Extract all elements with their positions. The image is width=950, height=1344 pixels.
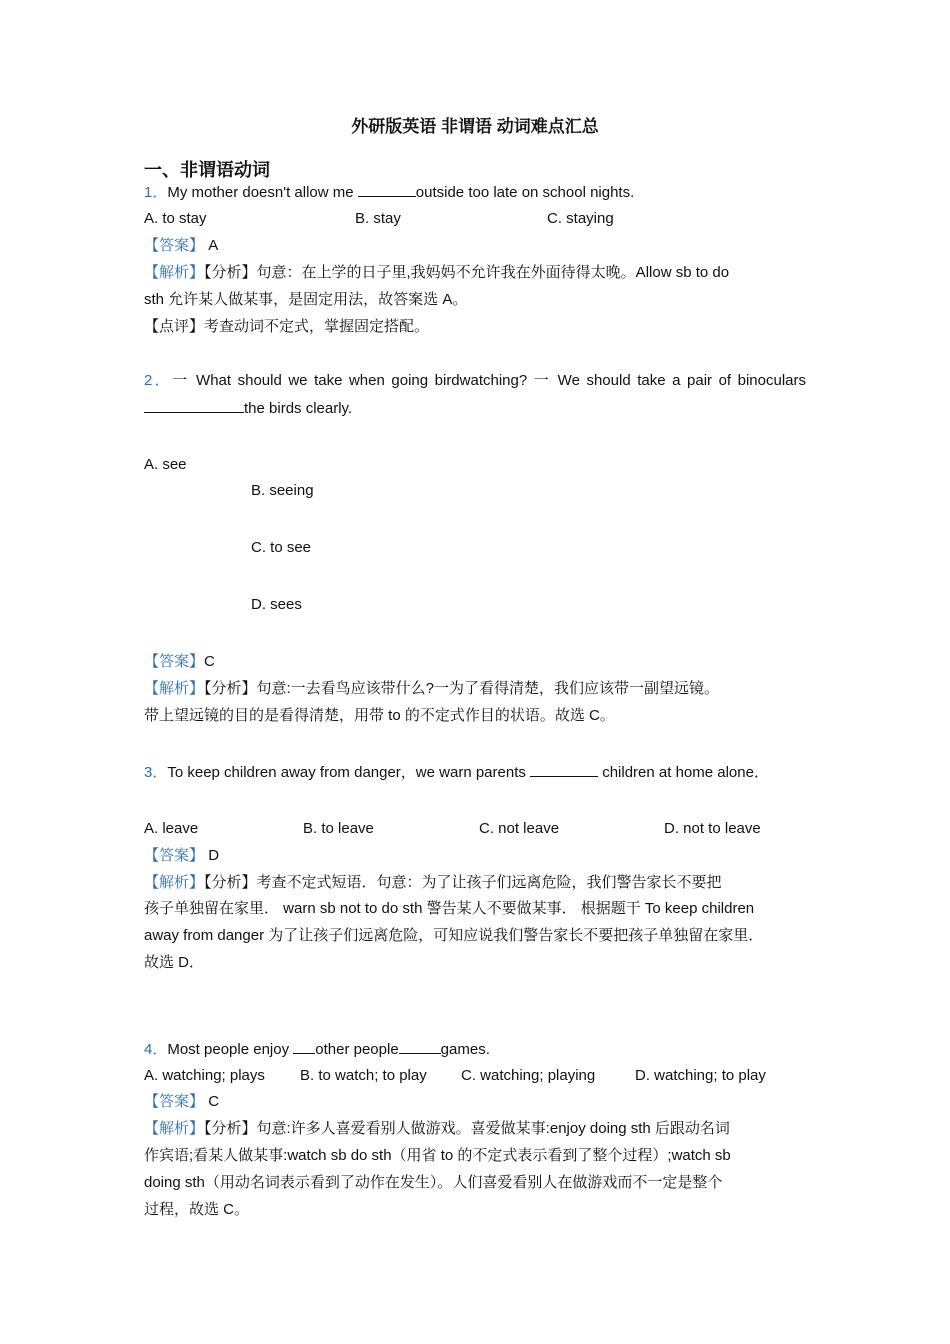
question-3-analysis-line-3: away from danger 为了让孩子们远离危险，可知应说我们警告家长不要把孩子单独留在家里． (144, 927, 764, 944)
question-4-option-a: A. watching; plays (144, 1067, 265, 1084)
question-3-analysis-line-2: 孩子单独留在家里． warn sb not to do sth 警告某人不要做某事． 根据题干 To keep children (144, 900, 755, 917)
question-4-analysis-line-2: 作宾语;看某人做某事:watch sb do sth（用省 to 的不定式表示看到了整个过程）;watch sb (144, 1147, 731, 1164)
question-1-answer: 【答案】 A (144, 237, 219, 254)
question-3-answer: 【答案】 D (144, 847, 220, 864)
question-4-option-b: B. to watch; to play (300, 1067, 427, 1084)
answer-blank (144, 398, 244, 413)
question-1-stem: 1．My mother doesn't allow me outside too late on school nights. (144, 184, 635, 201)
question-4-analysis-line-4: 过程，故选 C。 (144, 1201, 250, 1218)
question-2-analysis-line-2: 带上望远镜的目的是看得清楚，用带 to 的不定式作目的状语。故选 C。 (144, 707, 615, 724)
question-4-stem: 4．Most people enjoy other people games. (144, 1041, 490, 1058)
question-4-answer: 【答案】 C (144, 1093, 220, 1110)
answer-blank (530, 762, 598, 777)
question-2-number: 2． (144, 372, 173, 389)
question-2-answer: 【答案】C (144, 653, 215, 670)
question-3-stem: 3．To keep children away from danger，we warn parents children at home alone． (144, 764, 769, 781)
question-3-option-d: D. not to leave (664, 820, 761, 837)
question-2-option-a: A. see (144, 456, 187, 473)
question-4-analysis-line-3: doing sth（用动名词表示看到了动作在发生）。人们喜爱看别人在做游戏而不一定是整个 (144, 1174, 723, 1191)
question-3-analysis-line-4: 故选 D． (144, 954, 205, 971)
question-1-option-b: B. stay (355, 210, 401, 227)
question-4-analysis-line-1: 【解析】【分析】句意:许多人喜爱看别人做游戏。喜爱做某事:enjoy doing sth 后跟动名词 (144, 1120, 730, 1137)
question-3-option-a: A. leave (144, 820, 199, 837)
answer-blank (399, 1039, 441, 1054)
answer-blank (293, 1039, 315, 1054)
question-1-option-a: A. to stay (144, 210, 207, 227)
question-1-comment: 【点评】考查动词不定式，掌握固定搭配。 (144, 318, 430, 335)
question-3-option-c: C. not leave (479, 820, 560, 837)
answer-blank (358, 182, 416, 197)
question-2-option-d: D. sees (251, 596, 302, 613)
question-3-number: 3． (144, 764, 168, 781)
question-3-option-b: B. to leave (303, 820, 374, 837)
question-1-analysis-line-1: 【解析】【分析】句意：在上学的日子里,我妈妈不允许我在外面待得太晚。Allow sb to do (144, 264, 730, 281)
question-1-number: 1． (144, 184, 168, 201)
question-4-number: 4． (144, 1041, 168, 1058)
question-4-option-c: C. watching; playing (461, 1067, 596, 1084)
question-1-option-c: C. staying (547, 210, 614, 227)
section-heading: 一、非谓语动词 (144, 160, 270, 180)
question-4-option-d: D. watching; to play (635, 1067, 766, 1084)
question-2-analysis-line-1: 【解析】【分析】句意:一去看鸟应该带什么?一为了看得清楚，我们应该带一副望远镜。 (144, 680, 720, 697)
question-2-stem-line-1: 2．一 What should we take when going birdwatching? 一 We should take a pair of binoculars (144, 372, 806, 389)
question-2-stem-line-2: the birds clearly. (144, 398, 352, 419)
question-2-option-b: B. seeing (251, 482, 314, 499)
question-2-option-c: C. to see (251, 539, 312, 556)
question-3-analysis-line-1: 【解析】【分析】考查不定式短语．句意：为了让孩子们远离危险，我们警告家长不要把 (144, 874, 722, 891)
document-title: 外研版英语 非谓语 动词难点汇总 (351, 117, 599, 136)
question-1-analysis-line-2: sth 允许某人做某事，是固定用法，故答案选 A。 (144, 291, 468, 308)
